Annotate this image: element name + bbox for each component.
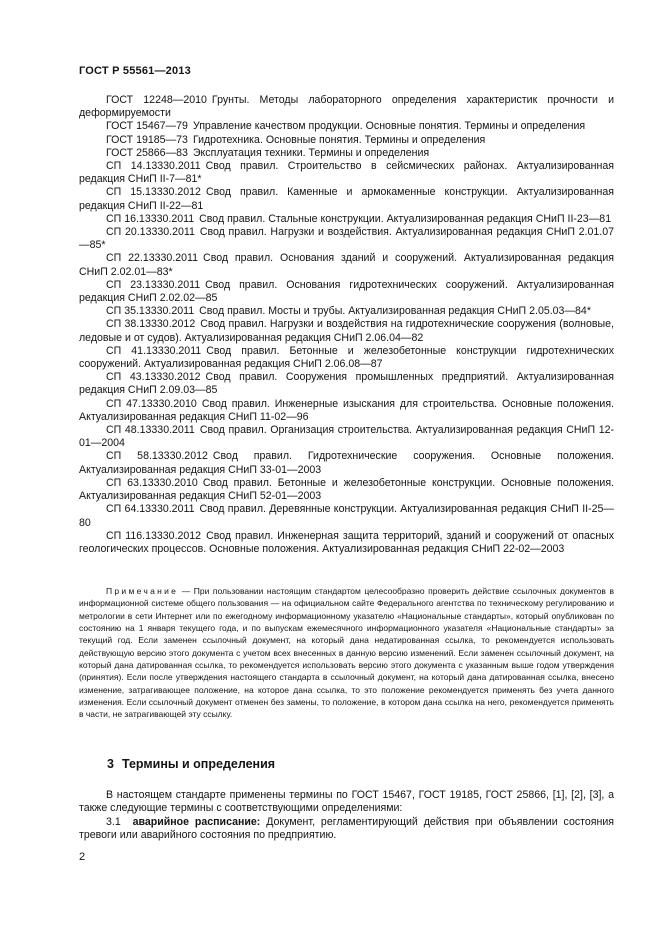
reference-item	[79, 186, 614, 212]
reference-item	[79, 305, 614, 318]
reference-title: Свод правил. Каменные и армокаменные конструкции. Актуализированная редакция СНиП II-22—81	[79, 186, 614, 212]
reference-code: СП 35.13330.2011	[106, 305, 195, 318]
reference-title: Свод правил. Бетонные и железобетонные конструкции гидротехнических сооружений. Актуализированная редакция СНиП 2.06.08—87	[79, 344, 614, 371]
reference-title: Свод правил. Сооружения промышленных предприятий. Актуализированная редакция СНиП 2.09.03—85	[79, 371, 614, 397]
reference-title: Свод правил. Организация строительства. Актуализированная редакция СНиП 12-01—2004	[79, 424, 614, 450]
reference-code: ГОСТ 12248—2010	[106, 94, 207, 106]
reference-title: Свод правил. Деревянные конструкции. Актуализированная редакция СНиП II-25—80	[79, 503, 614, 529]
reference-item	[79, 398, 614, 424]
term-text: Документ, регламентирующий действия при объявлении состояния тревоги или аварийного состояния по предприятию.	[79, 815, 614, 841]
reference-code: СП 47.13330.2010	[106, 397, 197, 410]
reference-item	[79, 279, 614, 305]
reference-code: СП 23.13330.2011	[106, 278, 201, 291]
reference-title: Свод правил. Основания гидротехнических сооружений. Актуализированная редакция СНиП 2.02.02—85	[79, 278, 614, 305]
reference-title: Свод правил. Инженерные изыскания для строительства. Основные положения. Актуализированная редакция СНиП 11-02—96	[79, 397, 615, 423]
reference-item	[79, 147, 614, 160]
reference-title: Свод правил. Строительство в сейсмических районах. Актуализированная редакция СНиП II-7—81*	[79, 160, 615, 186]
reference-title: Свод правил. Нагрузки и воздействия на гидротехнические сооружения (волновые, ледовые и от судов). Актуализированная редакция СНиП 2.06.04—82	[79, 318, 614, 344]
reference-title: Гидротехника. Основные понятия. Термины и определения	[192, 133, 486, 146]
document-header: ГОСТ Р 55561—2013	[79, 65, 191, 77]
term-number: 3.1	[106, 815, 121, 828]
reference-title: Грунты. Методы лабораторного определения характеристик прочности и деформируемости	[79, 94, 615, 120]
reference-code: ГОСТ 25866—83	[106, 146, 188, 159]
reference-title: Свод правил. Нагрузки и воздействия. Актуализированная редакция СНиП 2.01.07—85*	[79, 226, 614, 252]
reference-title: Свод правил. Основания зданий и сооружений. Актуализированная редакция СНиП 2.02.01—83*	[79, 252, 614, 278]
page-number: 2	[79, 851, 86, 863]
term-definition	[79, 816, 614, 843]
note-text: — При пользовании настоящим стандартом целесообразно проверить действие ссылочных документов в информационной системе общего пользования — на официальном сайте Федерального агентства по техническому регулированию и метрологии в сети Интернет или по ежегодному информационному указателю «Национальные стандарты», который опубликован по состоянию на 1 января текущего года, и по выпускам ежемесячного информационного указателя «Национальные стандарты» за текущий год. Если заменен ссылочный документ, на который дана недатированная ссылка, то рекомендуется использовать действующую версию этого документа с учетом всех внесенных в данную версию изменений. Если заменен ссылочный документ, на который дана датированная ссылка, то рекомендуется использовать версию этого документа с указанным выше годом утверждения (принятия). Если после утверждения настоящего стандарта в ссылочный документ, на который дана датированная ссылка, внесено изменение, затрагивающее положение, на которое дана ссылка, то это положение рекомендуется применять без учета данного изменения. Если ссылочный документ отменен без замены, то положение, в котором дана ссылка на него, рекомендуется применять в части, не затрагивающей эту ссылку.	[79, 586, 614, 720]
reference-item	[79, 345, 614, 371]
reference-item	[79, 450, 614, 476]
reference-title: Свод правил. Мосты и трубы. Актуализированная редакция СНиП 2.05.03—84*	[199, 305, 591, 318]
reference-code: СП 16.13330.2011	[106, 212, 195, 225]
note-label: Примечание	[106, 586, 179, 596]
normative-references-list	[79, 94, 614, 556]
reference-code: ГОСТ 15467—79	[106, 120, 188, 133]
section-title: Термины и определения	[121, 757, 276, 771]
reference-code: СП 63.13330.2010	[106, 476, 198, 489]
reference-code: СП 48.13330.2011	[106, 424, 195, 437]
reference-item	[79, 371, 614, 397]
section-intro: В настоящем стандарте применены термины по ГОСТ 15467, ГОСТ 19185, ГОСТ 25866, [1], [2], [3], а также следующие термины с соответствующими определениями:	[79, 789, 614, 815]
reference-item	[79, 252, 614, 278]
reference-code: СП 116.13330.2012	[106, 529, 202, 542]
reference-code: СП 20.13330.2011	[106, 226, 195, 239]
reference-code: СП 64.13330.2011	[106, 503, 195, 516]
note-paragraph	[79, 585, 614, 721]
reference-item	[79, 160, 614, 186]
reference-item	[79, 424, 614, 450]
reference-code: СП 38.13330.2012	[106, 318, 196, 331]
reference-item	[79, 226, 614, 252]
section-heading	[107, 757, 275, 771]
reference-code: СП 22.13330.2011	[106, 252, 199, 265]
reference-item	[79, 134, 614, 147]
reference-item	[79, 318, 614, 344]
reference-item	[79, 530, 614, 556]
reference-item	[79, 477, 614, 503]
reference-code: СП 58.13330.2012	[106, 450, 208, 463]
reference-title: Свод правил. Гидротехнические сооружения. Основные положения. Актуализированная редакция СНиП 33-01—2003	[79, 450, 614, 476]
reference-title: Свод правил. Инженерная защита территорий, зданий и сооружений от опасных геологических процессов. Основные положения. Актуализированная редакция СНиП 22-02—2003	[79, 529, 614, 555]
reference-code: СП 43.13330.2012	[106, 371, 201, 384]
reference-item	[79, 213, 614, 226]
reference-title: Свод правил. Стальные конструкции. Актуализированная редакция СНиП II-23—81	[199, 212, 612, 225]
reference-title: Эксплуатация техники. Термины и определения	[192, 146, 430, 159]
reference-code: СП 14.13330.2011	[106, 160, 201, 173]
reference-code: ГОСТ 19185—73	[106, 133, 188, 146]
reference-item	[79, 503, 614, 529]
reference-code: СП 41.13330.2011	[106, 344, 202, 357]
reference-title: Свод правил. Бетонные и железобетонные конструкции. Основные положения. Актуализированная редакция СНиП 52-01—2003	[79, 476, 615, 503]
reference-item	[79, 120, 614, 133]
section-number: 3	[107, 757, 114, 771]
term-name: аварийное расписание:	[132, 815, 261, 828]
reference-title: Управление качеством продукции. Основные понятия. Термины и определения	[192, 120, 586, 133]
section-body	[79, 789, 614, 842]
reference-item	[79, 94, 614, 120]
reference-code: СП 15.13330.2012	[106, 186, 201, 199]
